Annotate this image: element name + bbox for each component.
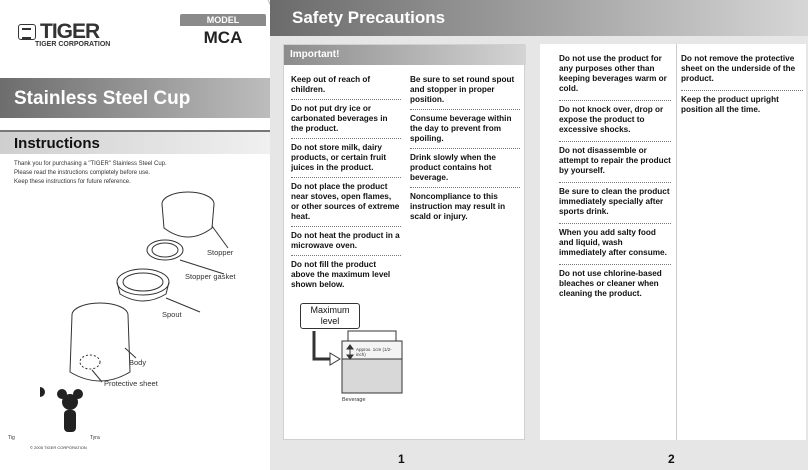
column-2 [410, 71, 520, 226]
precaution-item: Be sure to set round spout and stopper in proper position. [410, 71, 520, 110]
mascot-characters-icon [40, 387, 83, 432]
intro-line: Thank you for purchasing a "TIGER" Stainless Steel Cup. [14, 161, 167, 167]
column-4 [681, 50, 803, 121]
max-level-label: Maximum level [300, 303, 360, 329]
page-number-2: 2 [668, 452, 675, 466]
precaution-item: Do not disassemble or attempt to repair the product by yourself. [559, 142, 671, 183]
product-parts-diagram [40, 190, 270, 460]
page-1-panel [283, 44, 525, 440]
instructions-title: Instructions [0, 130, 270, 154]
precaution-item: Do not use chlorine-based bleaches or cleaner when cleaning the product. [559, 269, 662, 298]
part-label-stopper: Stopper [207, 248, 234, 257]
column-1 [291, 71, 401, 294]
character-name-right: Tyra [90, 435, 100, 441]
precaution-item: Do not knock over, drop or expose the product to excessive shocks. [559, 101, 671, 142]
part-label-body: Body [129, 358, 147, 367]
precaution-item: Consume beverage within the day to prevent from spoiling. [410, 110, 520, 149]
precaution-item: Keep the product upright position all the time. [681, 95, 779, 114]
precaution-item: Noncompliance to this instruction may result in scald or injury. [410, 192, 506, 221]
precaution-item: Drink slowly when the product contains hot beverage. [410, 149, 520, 188]
intro-text [14, 160, 254, 187]
column-divider [676, 44, 677, 440]
character-name-left: Tig [8, 435, 15, 441]
brand-corporation: TIGER CORPORATION [35, 41, 111, 48]
safety-header: Safety Precautions [270, 0, 808, 36]
precaution-item: Do not put dry ice or carbonated beverages in the product. [291, 100, 401, 139]
precaution-item: Keep out of reach of children. [291, 71, 401, 100]
page-number-1: 1 [398, 452, 405, 466]
precaution-item: Do not store milk, dairy products, or certain fruit juices in the product. [291, 139, 401, 178]
important-label: Important! [284, 45, 526, 65]
precaution-item: Do not remove the protective sheet on the underside of the product. [681, 50, 803, 91]
precaution-item: Do not use the product for any purposes other than keeping beverages warm or cold. [559, 50, 671, 101]
part-label-stopper-gasket: Stopper gasket [185, 272, 236, 281]
beverage-label: Beverage [342, 397, 366, 403]
precaution-item: Do not fill the product above the maximum level shown below. [291, 260, 391, 289]
intro-line: Keep these instructions for future reference. [14, 179, 131, 185]
precaution-item: Be sure to clean the product immediately specially after sports drink. [559, 183, 671, 224]
max-level-diagram [290, 301, 406, 413]
copyright: © 2005 TIGER CORPORATION [30, 445, 87, 450]
column-3 [559, 50, 671, 305]
precaution-item: Do not heat the product in a microwave oven. [291, 227, 401, 256]
precaution-item: When you add salty food and liquid, wash immediately after consume. [559, 224, 671, 265]
page-2-panel [540, 44, 806, 440]
precaution-item: Do not place the product near stoves, open flames, or other sources of extreme heat. [291, 178, 401, 227]
intro-line: Please read the instructions completely before use. [14, 170, 151, 176]
approx-gap-label: Approx. 1cm (1/2-inch) [356, 347, 392, 357]
tiger-logo-icon [18, 24, 36, 40]
part-label-protective-sheet: Protective sheet [104, 379, 158, 388]
model-label: MODEL [180, 14, 266, 26]
part-label-spout: Spout [162, 310, 182, 319]
model-value: MCA [203, 28, 243, 47]
product-title: Stainless Steel Cup [0, 78, 270, 118]
brand-name: TIGER [40, 20, 100, 43]
